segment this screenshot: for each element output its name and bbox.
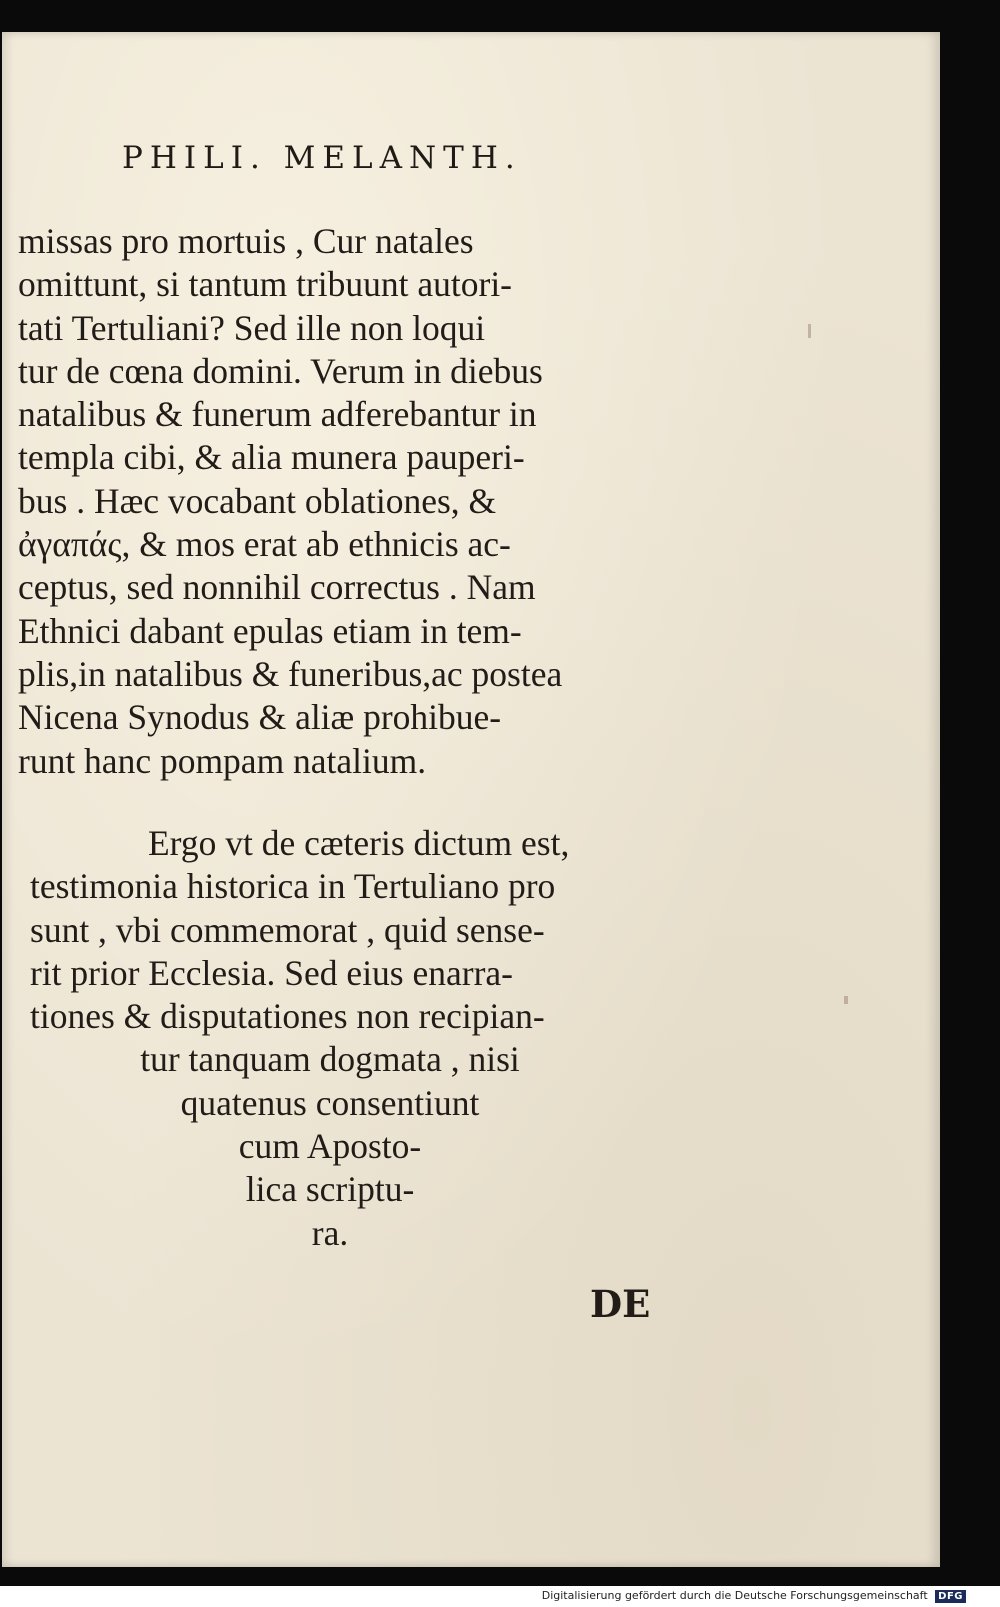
text-line: ceptus, sed nonnihil correctus . Nam [18,567,536,608]
paper-fleck [808,324,811,338]
text-line: cum Aposto- [238,1126,422,1167]
running-head: PHILI. MELANTH. [122,140,522,176]
digitization-credit [542,1589,966,1603]
text-line: templa cibi, & alia munera pauperi- [18,437,525,478]
catchword: DE [590,1282,651,1326]
text-line: tur de cœna domini. Verum in diebus [18,350,543,391]
credit-text: Digitalisierung gefördert durch die Deutsche Forschungsgemeinschaft [541,1589,928,1602]
paragraph-2 [30,822,662,1255]
text-line: ἀγαπάς, & mos erat ab ethnicis ac- [18,524,511,565]
text-line: Ethnici dabant epulas etiam in tem- [18,610,522,651]
text-line: plis,in natalibus & funeribus,ac postea [18,653,563,694]
text-line: bus . Hæc vocabant oblationes, & [18,480,497,521]
text-line: lica scriptu- [245,1169,415,1210]
text-line: ra. [311,1212,349,1253]
text-line: tati Tertuliani? Sed ille non loqui [18,307,486,348]
text-line: sunt , vbi commemorat , quid sense- [30,909,545,950]
text-line: natalibus & funerum adferebantur in [18,394,537,435]
text-line: missas pro mortuis , Cur natales [18,221,474,261]
paragraph-1 [18,220,658,783]
text-line: testimonia historica in Tertuliano pro [30,866,556,907]
text-line: tur tanquam dogmata , nisi [140,1039,520,1080]
text-line: Ergo vt de cæteris dictum est, [148,823,570,863]
text-line: tiones & disputationes non recipian- [30,996,545,1037]
text-line: omittunt, si tantum tribuunt autori- [18,264,513,305]
text-line: Nicena Synodus & aliæ prohibue- [18,697,502,738]
paper-fleck [844,996,848,1004]
book-page [2,32,940,1567]
text-line: quatenus consentiunt [180,1082,480,1123]
text-line: rit prior Ecclesia. Sed eius enarra- [30,952,513,993]
dfg-logo: DFG [935,1590,966,1603]
text-line: runt hanc pompam natalium. [18,740,427,781]
